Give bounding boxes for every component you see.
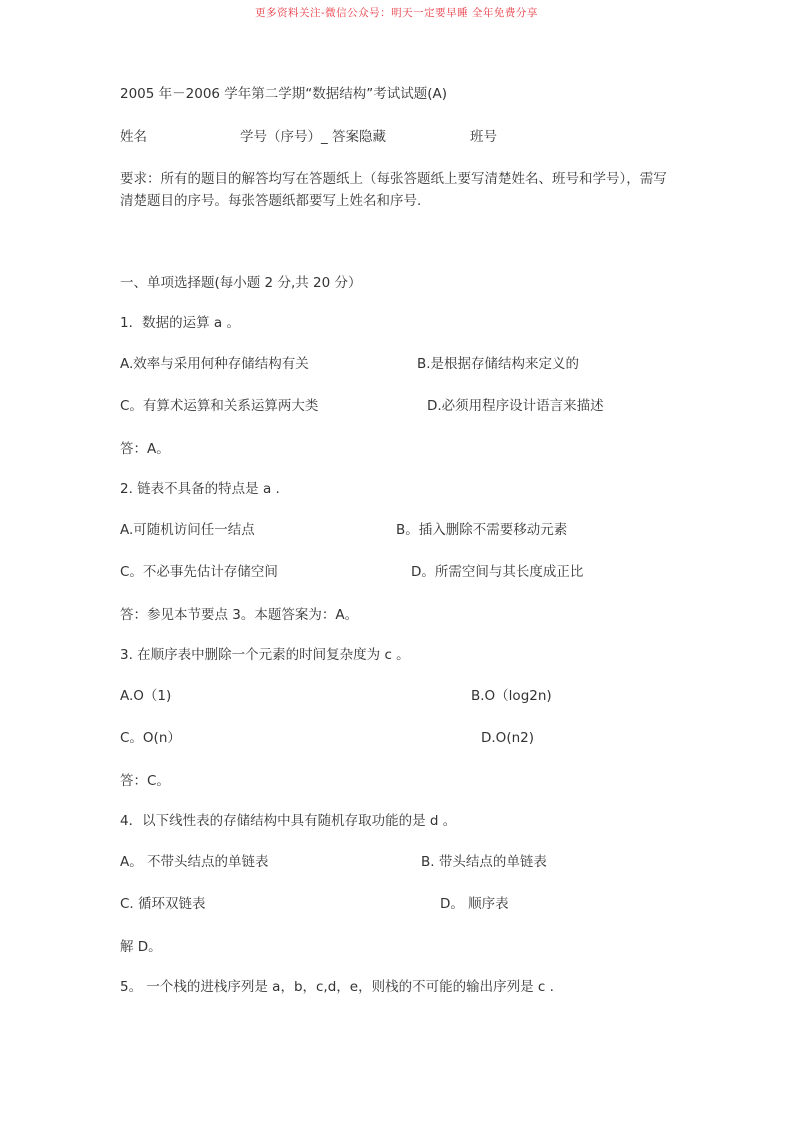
- question-4-option-c: C. 循环双链表: [120, 896, 206, 912]
- question-1-option-d: D.必须用程序设计语言来描述: [427, 398, 604, 414]
- question-2-answer: 答：参见本节要点 3。本题答案为：A。: [120, 607, 359, 623]
- question-1-answer: 答：A。: [120, 441, 170, 457]
- question-4-option-b: B. 带头结点的单链表: [421, 854, 547, 870]
- requirement-text: 要求：所有的题目的解答均写在答题纸上（每张答题纸上要写清楚姓名、班号和学号），需写清楚题目的序号。每张答题纸都要写上姓名和序号.: [120, 171, 667, 209]
- question-4-answer: 解 D。: [120, 939, 162, 955]
- question-2-option-d: D。所需空间与其长度成正比: [411, 564, 584, 580]
- question-3-option-b: B.O（log2n): [471, 688, 552, 704]
- student-number-label: 学号（序号）_ 答案隐藏: [240, 129, 387, 145]
- question-4-option-a: A。 不带头结点的单链表: [120, 854, 269, 870]
- question-2-option-b: B。插入删除不需要移动元素: [396, 522, 568, 538]
- question-2-option-a: A.可随机访问任一结点: [120, 522, 255, 538]
- question-2-stem: 2. 链表不具备的特点是 a .: [120, 481, 280, 497]
- question-4-option-d: D。 顺序表: [440, 896, 509, 912]
- question-1-stem: 1．数据的运算 a 。: [120, 315, 240, 331]
- name-label: 姓名: [120, 129, 147, 145]
- question-3-option-d: D.O(n2): [481, 730, 534, 746]
- question-3-option-a: A.O（1): [120, 688, 172, 704]
- exam-title: 2005 年－2006 学年第二学期“数据结构”考试试题(A): [120, 86, 448, 102]
- question-1-option-c: C。有算术运算和关系运算两大类: [120, 398, 319, 414]
- question-5-stem: 5。 一个栈的进栈序列是 a，b，c,d，e，则栈的不可能的输出序列是 c .: [120, 979, 554, 995]
- question-3-stem: 3. 在顺序表中删除一个元素的时间复杂度为 c 。: [120, 647, 410, 663]
- class-label: 班号: [470, 129, 497, 145]
- question-3-answer: 答：C。: [120, 773, 170, 789]
- question-1-option-b: B.是根据存储结构来定义的: [417, 356, 580, 372]
- section-title: 一、单项选择题(每小题 2 分,共 20 分）: [120, 275, 362, 291]
- question-3-option-c: C。O(n）: [120, 730, 181, 746]
- question-4-stem: 4．以下线性表的存储结构中具有随机存取功能的是 d 。: [120, 813, 457, 829]
- question-1-option-a: A.效率与采用何种存储结构有关: [120, 356, 309, 372]
- header-banner: 更多资料关注-微信公众号：明天一定要早睡 全年免费分享: [255, 7, 538, 19]
- question-2-option-c: C。不必事先估计存储空间: [120, 564, 278, 580]
